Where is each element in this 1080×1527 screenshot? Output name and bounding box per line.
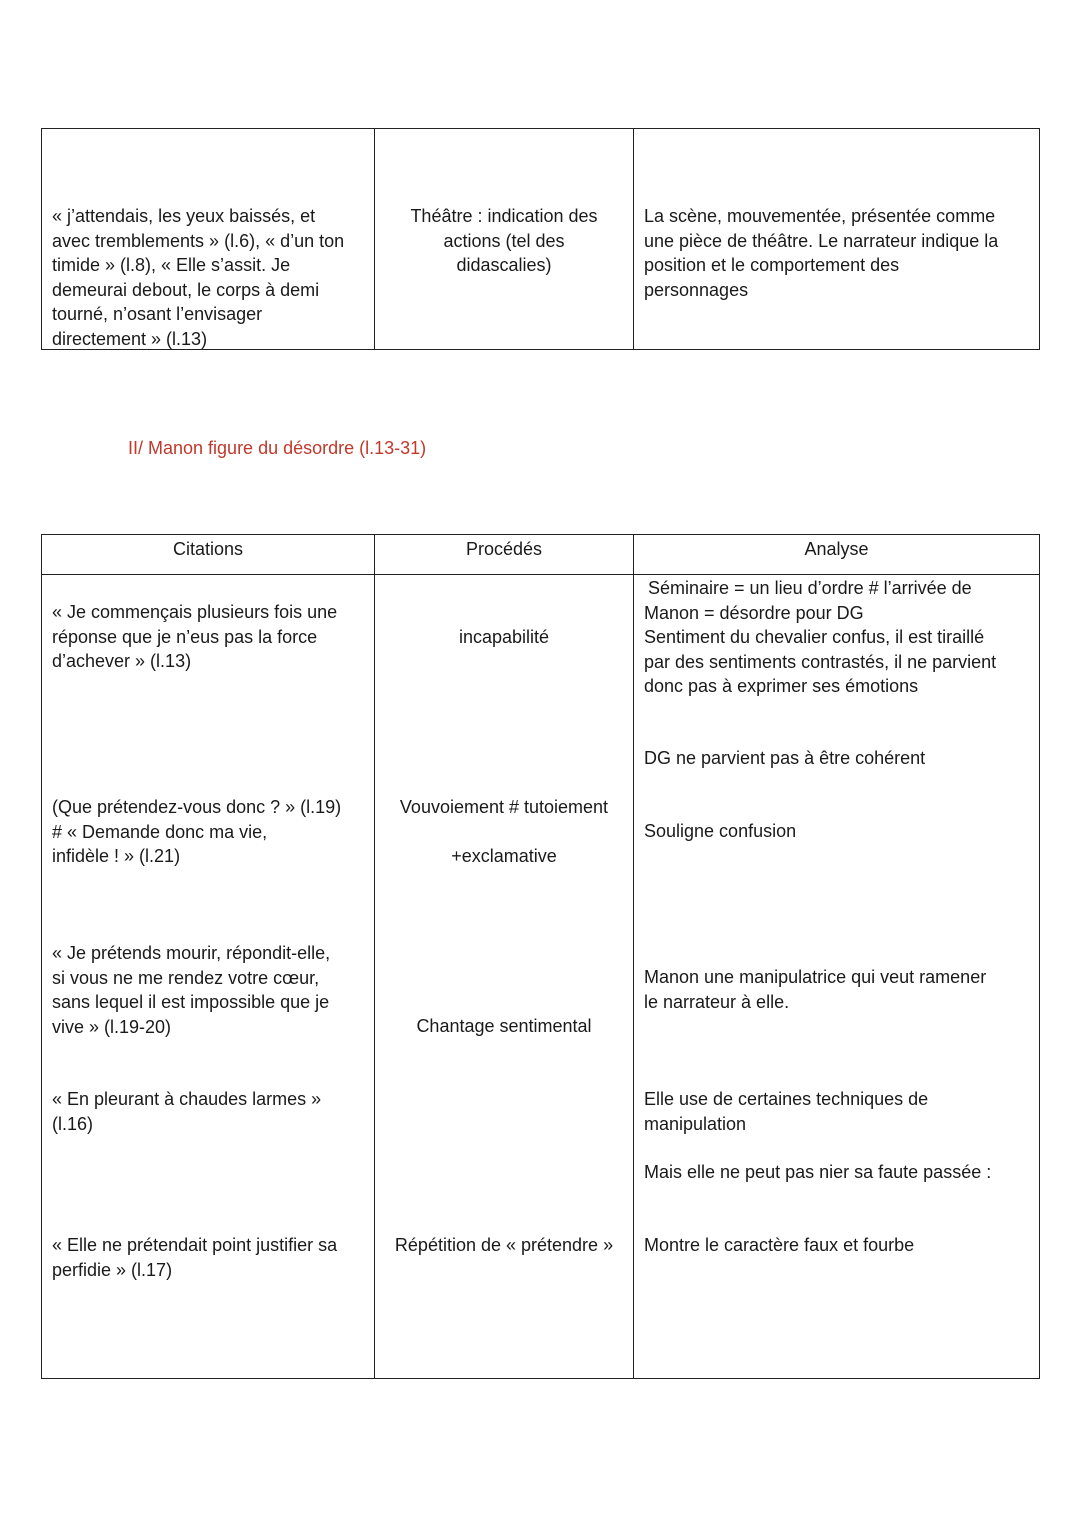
citation-text: « j’attendais, les yeux baissés, et avec tremblements » (l.6), « d’un ton timide » (l.8), « Elle s’assit. Je demeurai debout, le corps à demi tourné, n’osant l’envisager directement » (l.13): [52, 206, 345, 349]
procede-4: Chantage sentimental: [416, 1016, 592, 1036]
citation-4: « En pleurant à chaudes larmes » (l.16): [52, 1089, 322, 1134]
procede-text: Théâtre : indication des actions (tel des didascalies): [410, 206, 598, 275]
table-2: [41, 534, 1040, 1379]
analyse-3: Souligne confusion: [644, 821, 797, 841]
citation-1: « Je commençais plusieurs fois une réponse que je n’eus pas la force d’achever » (l.13): [52, 602, 338, 671]
section-heading: II/ Manon figure du désordre (l.13-31): [128, 438, 427, 458]
analyse-2: DG ne parvient pas à être cohérent: [644, 748, 926, 768]
header-row: [42, 535, 1040, 575]
analyse-cell: [634, 129, 1040, 350]
procede-1: incapabilité: [458, 627, 550, 647]
procede-2: Vouvoiement # tutoiement: [399, 797, 609, 817]
citations-cell: [42, 575, 375, 1379]
analyse-5: Elle use de certaines techniques de manipulation: [644, 1089, 929, 1134]
header-procedes: [375, 535, 634, 575]
table-row: [42, 575, 1040, 1379]
header-label: Analyse: [804, 539, 869, 559]
analyse-4: Manon une manipulatrice qui veut ramener le narrateur à elle.: [644, 967, 987, 1012]
procede-cell: [375, 129, 634, 350]
header-citations: [42, 535, 375, 575]
table-1: [41, 128, 1040, 350]
header-analyse: [634, 535, 1040, 575]
procede-3: +exclamative: [451, 846, 557, 866]
analyse-6: Mais elle ne peut pas nier sa faute passée :: [644, 1162, 992, 1182]
citation-cell: [42, 129, 375, 350]
procedes-cell: [375, 575, 634, 1379]
analyse-text: La scène, mouvementée, présentée comme une pièce de théâtre. Le narrateur indique la position et le comportement des personnages: [644, 206, 999, 300]
analyses-cell: [634, 575, 1040, 1379]
header-label: Procédés: [465, 539, 543, 559]
header-label: Citations: [172, 539, 244, 559]
citation-2: (Que prétendez-vous donc ? » (l.19) # « Demande donc ma vie, infidèle ! » (l.21): [52, 797, 342, 866]
citation-5: « Elle ne prétendait point justifier sa perfidie » (l.17): [52, 1235, 338, 1280]
analyse-1: Séminaire = un lieu d’ordre # l’arrivée de Manon = désordre pour DG Sentiment du chevalier confus, il est tiraillé par des sentiments contrastés, il ne parvient donc pas à exprimer ses émotions: [644, 578, 997, 696]
analyse-7: Montre le caractère faux et fourbe: [644, 1235, 915, 1255]
table-row: [42, 129, 1040, 350]
citation-3: « Je prétends mourir, répondit-elle, si vous ne me rendez votre cœur, sans lequel il est impossible que je vive » (l.19-20): [52, 943, 331, 1037]
procede-5: Répétition de « prétendre »: [394, 1235, 614, 1255]
